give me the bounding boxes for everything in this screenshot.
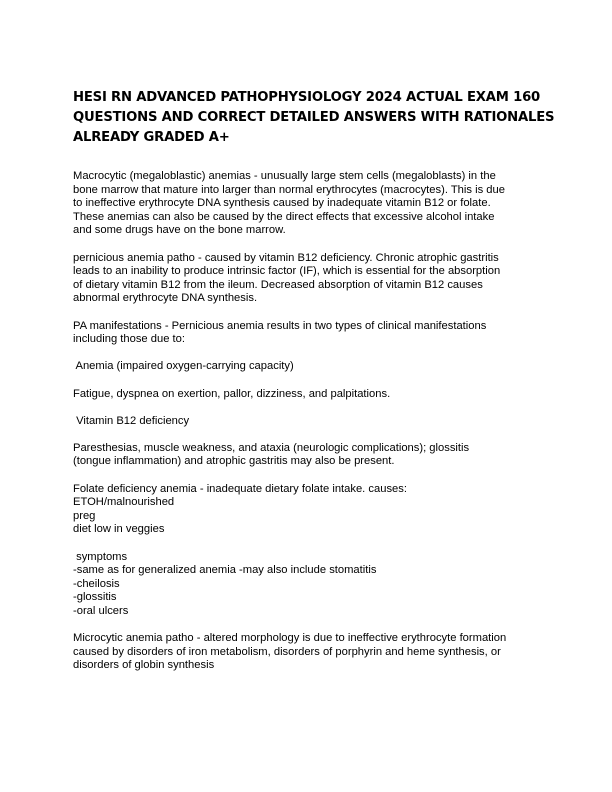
text-line: Folate deficiency anemia - inadequate dietary folate intake. causes:	[73, 482, 407, 495]
paragraph-b12-symptoms	[73, 442, 543, 469]
paragraph-b12-heading	[73, 415, 543, 429]
text-line: of dietary vitamin B12 from the ileum. Decreased absorption of vitamin B12 causes	[73, 278, 483, 291]
paragraph-folate-deficiency	[73, 483, 543, 537]
text-line: diet low in veggies	[73, 523, 165, 536]
text-line: PA manifestations - Pernicious anemia results in two types of clinical manifestations	[73, 319, 487, 332]
text-line: symptoms	[73, 550, 128, 563]
text-line: caused by disorders of iron metabolism, disorders of porphyrin and heme synthesis, or	[73, 645, 501, 658]
text-line: -glossitis	[73, 591, 117, 604]
text-line: ETOH/malnourished	[73, 496, 175, 509]
paragraph-macrocytic-anemias	[73, 170, 543, 238]
text-line: bone marrow that mature into larger than normal erythrocytes (macrocytes). This is due	[73, 183, 505, 196]
title-line: ALREADY GRADED A+	[73, 130, 230, 145]
text-line: These anemias can also be caused by the direct effects that excessive alcohol intake	[73, 210, 495, 223]
paragraph-microcytic-anemia	[73, 632, 543, 673]
text-line: Paresthesias, muscle weakness, and ataxia (neurologic complications); glossitis	[73, 441, 470, 454]
text-line: Microcytic anemia patho - altered morphology is due to ineffective erythrocyte formation	[73, 632, 507, 645]
text-line: to ineffective erythrocyte DNA synthesis caused by inadequate vitamin B12 or folate.	[73, 197, 491, 210]
text-line: (tongue inflammation) and atrophic gastritis may also be present.	[73, 455, 395, 468]
text-line: preg	[73, 509, 96, 522]
paragraph-pa-manifestations	[73, 320, 543, 347]
title-line: HESI RN ADVANCED PATHOPHYSIOLOGY 2024 ACTUAL EXAM 160	[73, 90, 541, 105]
text-line: leads to an inability to produce intrinsic factor (IF), which is essential for the absorption	[73, 265, 501, 278]
text-line: abnormal erythrocyte DNA synthesis.	[73, 292, 258, 305]
paragraph-anemia-heading	[73, 360, 543, 374]
document-title	[73, 88, 555, 148]
text-line: Fatigue, dyspnea on exertion, pallor, dizziness, and palpitations.	[73, 387, 391, 400]
text-line: and some drugs have on the bone marrow.	[73, 224, 286, 237]
paragraph-anemia-symptoms	[73, 388, 543, 402]
paragraph-folate-symptoms	[73, 551, 543, 619]
text-line: -oral ulcers	[73, 605, 129, 617]
title-line: QUESTIONS AND CORRECT DETAILED ANSWERS WITH RATIONALES	[73, 110, 555, 125]
paragraph-pernicious-anemia	[73, 252, 543, 306]
text-line: disorders of globin synthesis	[73, 659, 215, 672]
text-line: Macrocytic (megaloblastic) anemias - unusually large stem cells (megaloblasts) in the	[73, 170, 496, 182]
document-body	[73, 170, 543, 687]
text-line: including those due to:	[73, 333, 185, 346]
text-line: Anemia (impaired oxygen-carrying capacity)	[73, 360, 294, 373]
text-line: pernicious anemia patho - caused by vitamin B12 deficiency. Chronic atrophic gastritis	[73, 251, 499, 264]
text-line: -cheilosis	[73, 577, 120, 590]
text-line: -same as for generalized anemia -may also include stomatitis	[73, 564, 377, 577]
text-line: Vitamin B12 deficiency	[73, 414, 190, 427]
